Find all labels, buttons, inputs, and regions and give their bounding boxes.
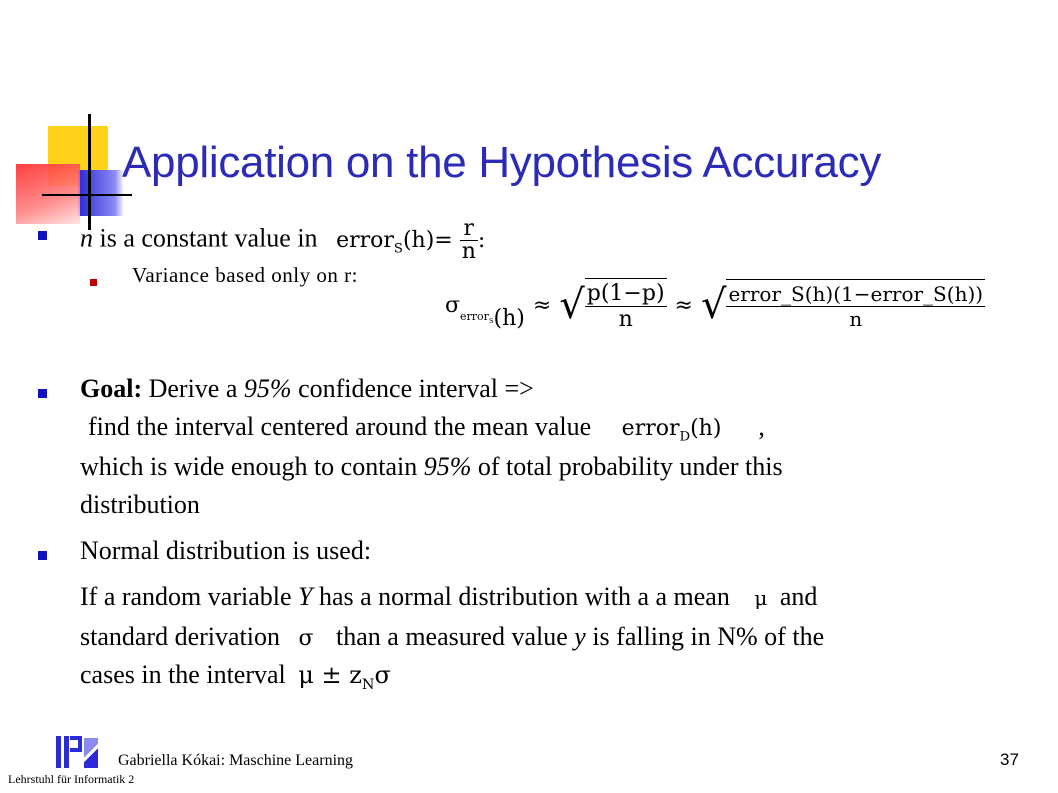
sub-bullet-text: Variance based only on r: xyxy=(132,263,358,287)
mu-symbol: μ xyxy=(754,586,768,610)
bullet-1-formula: error$_S$(h)= $\frac{r}{n}$ : xyxy=(336,216,486,264)
goal-label: Goal: xyxy=(80,374,143,403)
mean-value-formula: error$_D$(h) xyxy=(621,416,722,445)
radical-1: $\frac{p(1-p)}{n}$ xyxy=(585,278,667,332)
normal-dist-line-2: standard derivation σ than a measured value y is falling in N% of the xyxy=(80,622,825,651)
bullet-1-var: n xyxy=(80,223,93,253)
radical-2: $\frac{\text{error\_S(h)(1−error\_S(h))}}{n}$ xyxy=(726,279,985,331)
bullet-1-marker xyxy=(38,231,47,240)
bullet-1-label: is a constant value in xyxy=(99,223,318,253)
bullet-2-line-1: Goal: Derive a 95% confidence interval => xyxy=(80,374,534,403)
bullet-3-text: Normal distribution is used: xyxy=(80,536,372,565)
variance-formula: σ error$_S$ (h) ≈ √ $\frac{p(1-p)}{n}$ ≈ √ $\frac{\text{error\_S(h)(1−error\_S(h))}}{n}$ xyxy=(445,264,985,346)
bullet-2-line-2: find the interval centered around the mean value error$_D$(h) , xyxy=(88,412,765,445)
page-number: 37 xyxy=(1000,750,1019,769)
decor-blue-square xyxy=(78,170,124,216)
logo-s-icon xyxy=(84,738,98,768)
institute-logo xyxy=(54,736,100,772)
bullet-2-marker xyxy=(38,389,47,398)
decor-vertical-line xyxy=(88,114,91,230)
decor-squares xyxy=(12,110,132,230)
bullet-3-marker xyxy=(38,551,47,560)
logo-bar-2-icon xyxy=(64,736,69,768)
interval-formula: $\mu \pm z_N\sigma$ xyxy=(298,661,391,693)
bullet-2-line-3: which is wide enough to contain 95% of total probability under this xyxy=(80,452,783,481)
bullet-1-fraction: $\frac{r}{n}$ xyxy=(461,216,476,264)
slide-title: Application on the Hypothesis Accuracy xyxy=(122,138,882,187)
footer-author: Gabriella Kókai: Maschine Learning xyxy=(118,752,354,769)
logo-text: Lehrstuhl für Informatik 2 xyxy=(8,772,135,786)
bullet-1-text xyxy=(80,218,485,263)
normal-dist-line-1: If a random variable Y has a normal distribution with a a mean μ and xyxy=(80,582,818,611)
logo-p-icon xyxy=(70,736,82,752)
sub-bullet-marker xyxy=(90,279,97,286)
logo-bar-1-icon xyxy=(56,736,61,768)
decor-horizontal-line xyxy=(42,194,132,196)
sigma-symbol-inline: σ xyxy=(298,626,314,651)
bullet-2-line-4: distribution xyxy=(80,490,200,519)
normal-dist-line-3: cases in the interval $\mu \pm z_N\sigma$ xyxy=(80,660,391,693)
sigma-symbol: σ xyxy=(445,292,461,318)
